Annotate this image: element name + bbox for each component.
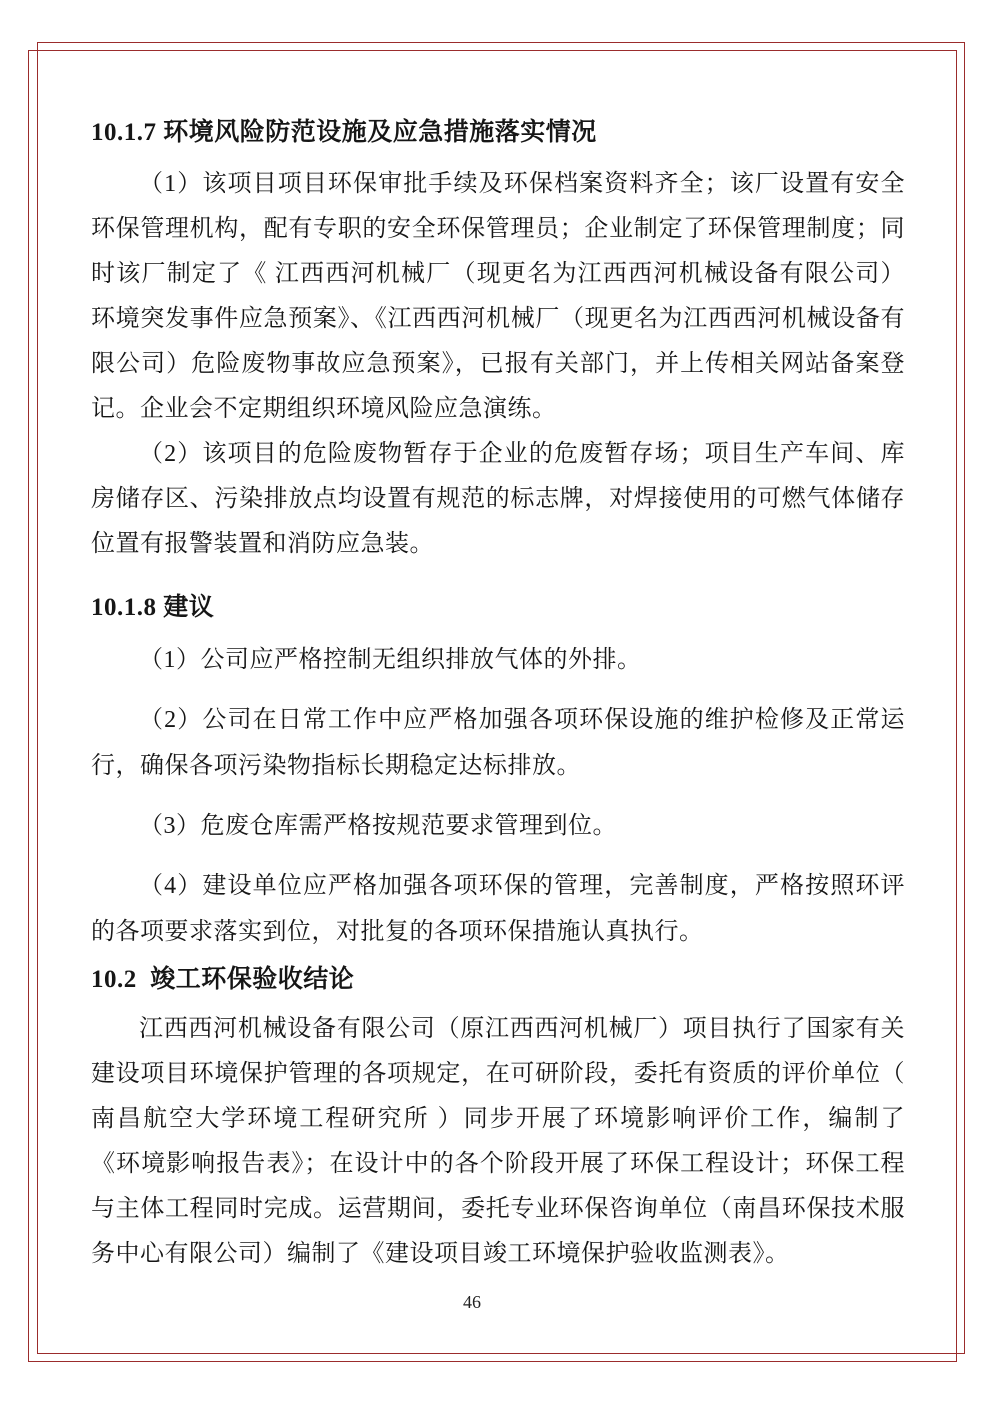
section-heading-10-1-7: 10.1.7 环境风险防范设施及应急措施落实情况 [91, 119, 597, 146]
section-heading-10-2: 10.2 竣工环保验收结论 [91, 966, 355, 993]
suggestion-item-1: （1）公司应严格控制无组织排放气体的外排。 [139, 647, 642, 673]
section-heading-10-1-8: 10.1.8 建议 [91, 594, 215, 621]
paragraph-risk-prevention-2: （2）该项目的危险废物暂存于企业的危废暂存场；项目生产车间、库房储存区、污染排放点均设置有规范的标志牌，对焊接使用的可燃气体储存位置有报警装置和消防应急装。 [91, 441, 905, 557]
paragraph-acceptance-conclusion: 江西西河机械设备有限公司（原江西西河机械厂）项目执行了国家有关建设项目环境保护管理的各项规定，在可研阶段，委托有资质的评价单位（ 南昌航空大学环境工程研究所 ）同步开展了环境影响评价工作，编制了《环境影响报告表》；在设计中的各个阶段开展了环保工程设计；环保工程与主体工程同时完成。运营期间，委托专业环保咨询单位（南昌环保技术服务中心有限公司）编制了《建设项目竣工环境保护验收监测表》。 [91, 1016, 905, 1267]
suggestion-item-4: （4）建设单位应严格加强各项环保的管理，完善制度，严格按照环评的各项要求落实到位，对批复的各项环保措施认真执行。 [91, 873, 905, 945]
paragraph-risk-prevention-1: （1）该项目项目环保审批手续及环保档案资料齐全；该厂设置有安全环保管理机构，配有专职的安全环保管理员；企业制定了环保管理制度；同时该厂制定了《 江西西河机械厂（现更名为江西西河机械设备有限公司）环境突发事件应急预案》、《江西西河机械厂（现更名为江西西河机械设备有限公司）危险废物事故应急预案》，已报有关部门，并上传相关网站备案登记。企业会不定期组织环境风险应急演练。 [91, 171, 905, 422]
page-number: 46 [463, 1292, 481, 1312]
suggestion-item-2: （2）公司在日常工作中应严格加强各项环保设施的维护检修及正常运行，确保各项污染物指标长期稳定达标排放。 [91, 707, 905, 779]
suggestion-item-3: （3）危废仓库需严格按规范要求管理到位。 [139, 813, 617, 839]
document-body [91, 118, 905, 1277]
